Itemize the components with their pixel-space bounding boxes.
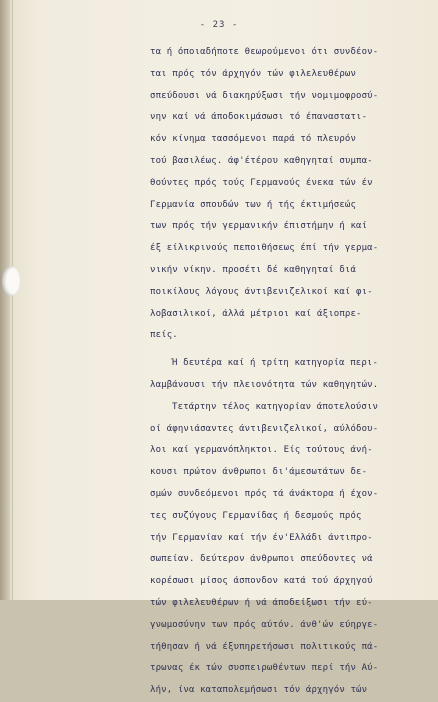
punch-hole: [2, 266, 20, 296]
text-line: λήν, ίνα καταπολεμήσωσι τόν άρχηγόν τών: [150, 685, 368, 696]
text-line: τρωνας έκ τών συσπειρωθέντων περί τήν Αύ-: [150, 663, 379, 674]
text-line: οί άφηνιάσαντες άντιβενιζελικοί, αύλόδου-: [150, 423, 379, 434]
page-edge-shadow: [0, 0, 10, 600]
text-line: ποικίλους λόγους άντιβενιζελικοί καί φι-: [150, 286, 373, 297]
text-line: έξ είλικρινούς πεποιθήσεως έπί τήν γερμα-: [150, 243, 379, 254]
text-line: κουσι πρώτον άνθρωποι δι'άμεσωτάτων δε-: [150, 467, 368, 478]
text-line: κορέσωσι μίσος άσπονδον κατά τού άρχηγού: [150, 576, 373, 587]
page-number: - 23 -: [199, 20, 239, 30]
text-line: των πρός τήν γερμανικήν έπιστήμην ή καί: [150, 221, 368, 232]
text-line: κόν κίνημα τασσόμενοι παρά τό πλευρόν: [150, 134, 357, 145]
text-line: τήθησαν ή νά έξυπηρετήσωσι πολιτικούς πά-: [150, 641, 379, 652]
text-line: Ή δευτέρα καί ή τρίτη κατηγορία περι-: [172, 358, 379, 369]
text-line: τες συζύγους Γερμανίδας ή δεσμούς πρός: [150, 510, 362, 521]
text-line: τών φιλελευθέρων ή νά άποδείξωσι τήν εύ-: [150, 597, 373, 608]
page-fold-line: [12, 0, 13, 600]
text-line: λαμβάνουσι τήν πλειονότητα τών καθηγητών.: [150, 379, 379, 390]
text-line: σμών συνδεόμενοι πρός τά άνάκτορα ή έχον-: [150, 488, 379, 499]
text-line: ται πρός τόν άρχηγόν τών φιλελευθέρων: [150, 68, 357, 79]
text-line: Τετάρτην τέλος κατηγορίαν άποτελούσιν: [172, 401, 379, 412]
text-line: θούντες πρός τούς Γερμανούς ένεκα τών έν: [150, 177, 373, 188]
text-line: τού βασιλέως. άφ'έτέρου καθηγηταί συμπα-: [150, 155, 373, 166]
text-line: νικήν νίκην. προσέτι δέ καθηγηταί διά: [150, 264, 357, 275]
text-line: λοβασιλικοί, άλλά μέτριοι καί άξιοπρε-: [150, 308, 362, 319]
text-line: Γερμανία σπουδών των ή τής έκτιμήσεώς: [150, 199, 357, 210]
text-line: γνωμοσύνην των πρός αύτόν. άνθ'ών εύηργε-: [150, 619, 379, 630]
text-line: νην καί νά άποδοκιμάσωσι τό έπαναστατι-: [150, 112, 368, 123]
text-line: τήν Γερμανίαν καί τήν έν'Ελλάδι άντιπρο-: [150, 532, 373, 543]
text-line: πείς.: [150, 330, 178, 341]
typewritten-body: [150, 42, 422, 702]
text-line: λοι καί γερμανόπληκτοι. Είς τούτους άνή-: [150, 445, 373, 456]
text-line: σπεύδουσι νά διακηρύξωσι τήν νομιμοφροσύ-: [150, 90, 379, 101]
text-line: τα ή όποιαδήποτε θεωρούμενοι ότι συνδέον-: [150, 47, 379, 57]
text-line: σωπείαν. δεύτερον άνθρωποι σπεύδοντες νά: [150, 554, 373, 565]
